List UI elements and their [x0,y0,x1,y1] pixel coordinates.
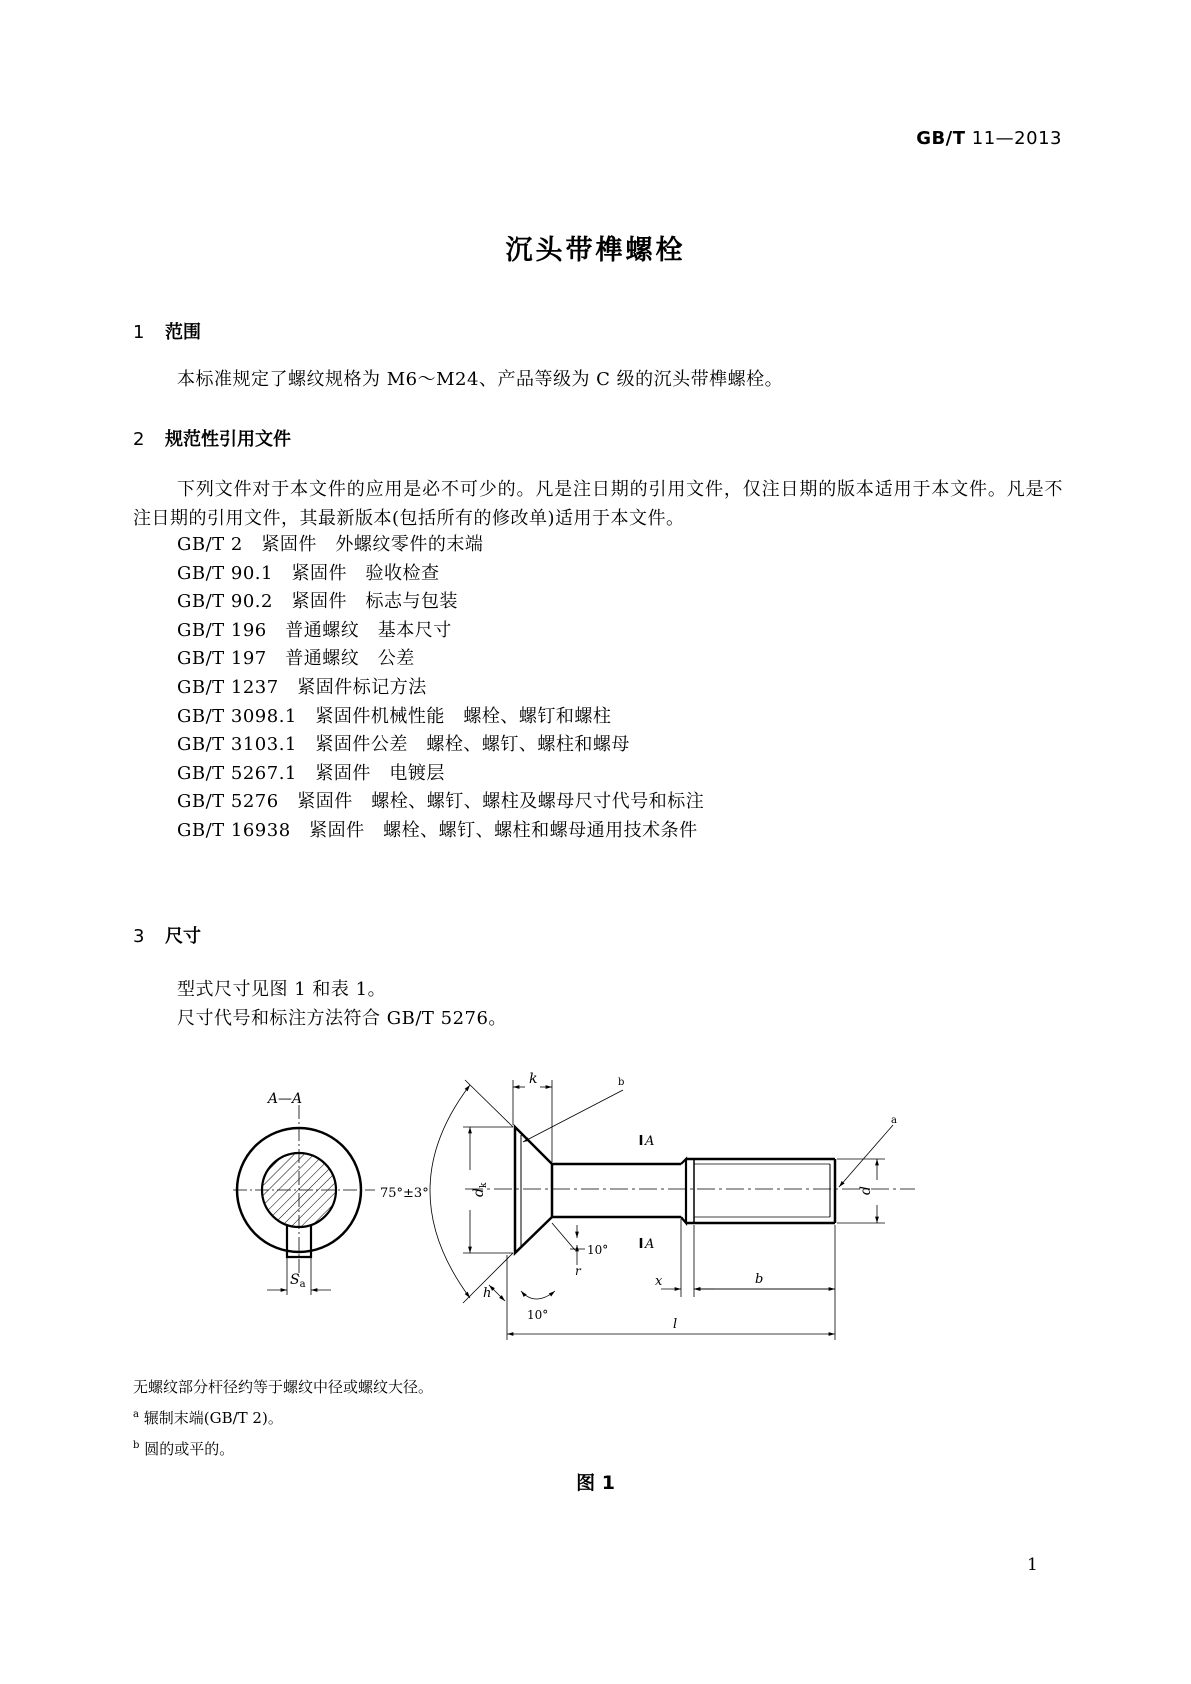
note-line: 无螺纹部分杆径约等于螺纹中径或螺纹大径。 [133,1378,434,1396]
d-label: d [858,1186,874,1195]
dk-label: $d_k$ [471,1182,489,1197]
r-label: r [575,1264,581,1278]
angle-label: 75°±3° [380,1186,429,1201]
reference-item: GB/T 197 普通螺纹 公差 [177,648,415,670]
cut-a-bottom: A [645,1237,655,1252]
figure-notes [133,1373,433,1463]
reference-item: GB/T 90.1 紧固件 验收检查 [177,562,440,584]
k-label: k [529,1071,538,1087]
scope-paragraph: 本标准规定了螺纹规格为 M6～M24、产品等级为 C 级的沉头带榫螺栓。 [177,369,784,390]
section-1-heading: 1 范围 [133,322,201,343]
section-view [233,1091,375,1295]
figure-caption: 图 1 [576,1472,615,1494]
references-paragraph: 下列文件对于本文件的应用是必不可少的。凡是注日期的引用文件，仅注日期的版本适用于本文件。凡是不注日期的引用文件，其最新版本(包括所有的修改单)适用于本文件。 [133,479,1063,529]
b-label: b [755,1272,764,1287]
reference-item: GB/T 16938 紧固件 螺栓、螺钉、螺柱和螺母通用技术条件 [177,819,698,841]
note-b-marker: b [618,1077,625,1088]
note-b: $^b$ 圆的或平的。 [133,1440,235,1458]
dimensions-text [177,976,507,1033]
x-label: x [655,1274,663,1289]
reference-item: GB/T 2 紧固件 外螺纹零件的末端 [177,534,484,555]
document-title: 沉头带榫螺栓 [505,235,686,266]
dimensions-line: 尺寸代号和标注方法符合 GB/T 5276。 [177,1007,507,1029]
reference-item: GB/T 5276 紧固件 螺栓、螺钉、螺柱及螺母尺寸代号和标注 [177,791,705,813]
section-2-heading: 2 规范性引用文件 [133,429,291,450]
note-a: $^a$ 辗制末端(GB/T 2)。 [133,1409,283,1427]
reference-item: GB/T 1237 紧固件标记方法 [177,676,427,698]
section-3-heading: 3 尺寸 [133,926,201,947]
l-label: l [673,1317,678,1332]
reference-item: GB/T 5267.1 紧固件 电镀层 [177,762,445,784]
sa-label: $S_a$ [290,1272,306,1290]
ten-deg-right: 10° [587,1243,609,1257]
h-label: h [483,1286,492,1301]
standard-number: GB/T 11—2013 [916,128,1062,149]
page-number: 1 [1027,1555,1038,1575]
reference-item: GB/T 90.2 紧固件 标志与包装 [177,591,458,613]
reference-item: GB/T 3098.1 紧固件机械性能 螺栓、螺钉和螺柱 [177,705,612,727]
bolt-side-view [380,1071,915,1340]
reference-list [177,531,704,846]
section-label: A—A [267,1091,303,1107]
reference-item: GB/T 196 普通螺纹 基本尺寸 [177,619,452,641]
cut-a-top: A [645,1134,655,1149]
bolt-drawing [225,1045,985,1340]
ten-deg-bottom: 10° [527,1308,549,1322]
dimensions-line: 型式尺寸见图 1 和表 1。 [177,979,387,1000]
note-a-marker: a [891,1115,897,1126]
reference-item: GB/T 3103.1 紧固件公差 螺栓、螺钉、螺柱和螺母 [177,734,630,756]
